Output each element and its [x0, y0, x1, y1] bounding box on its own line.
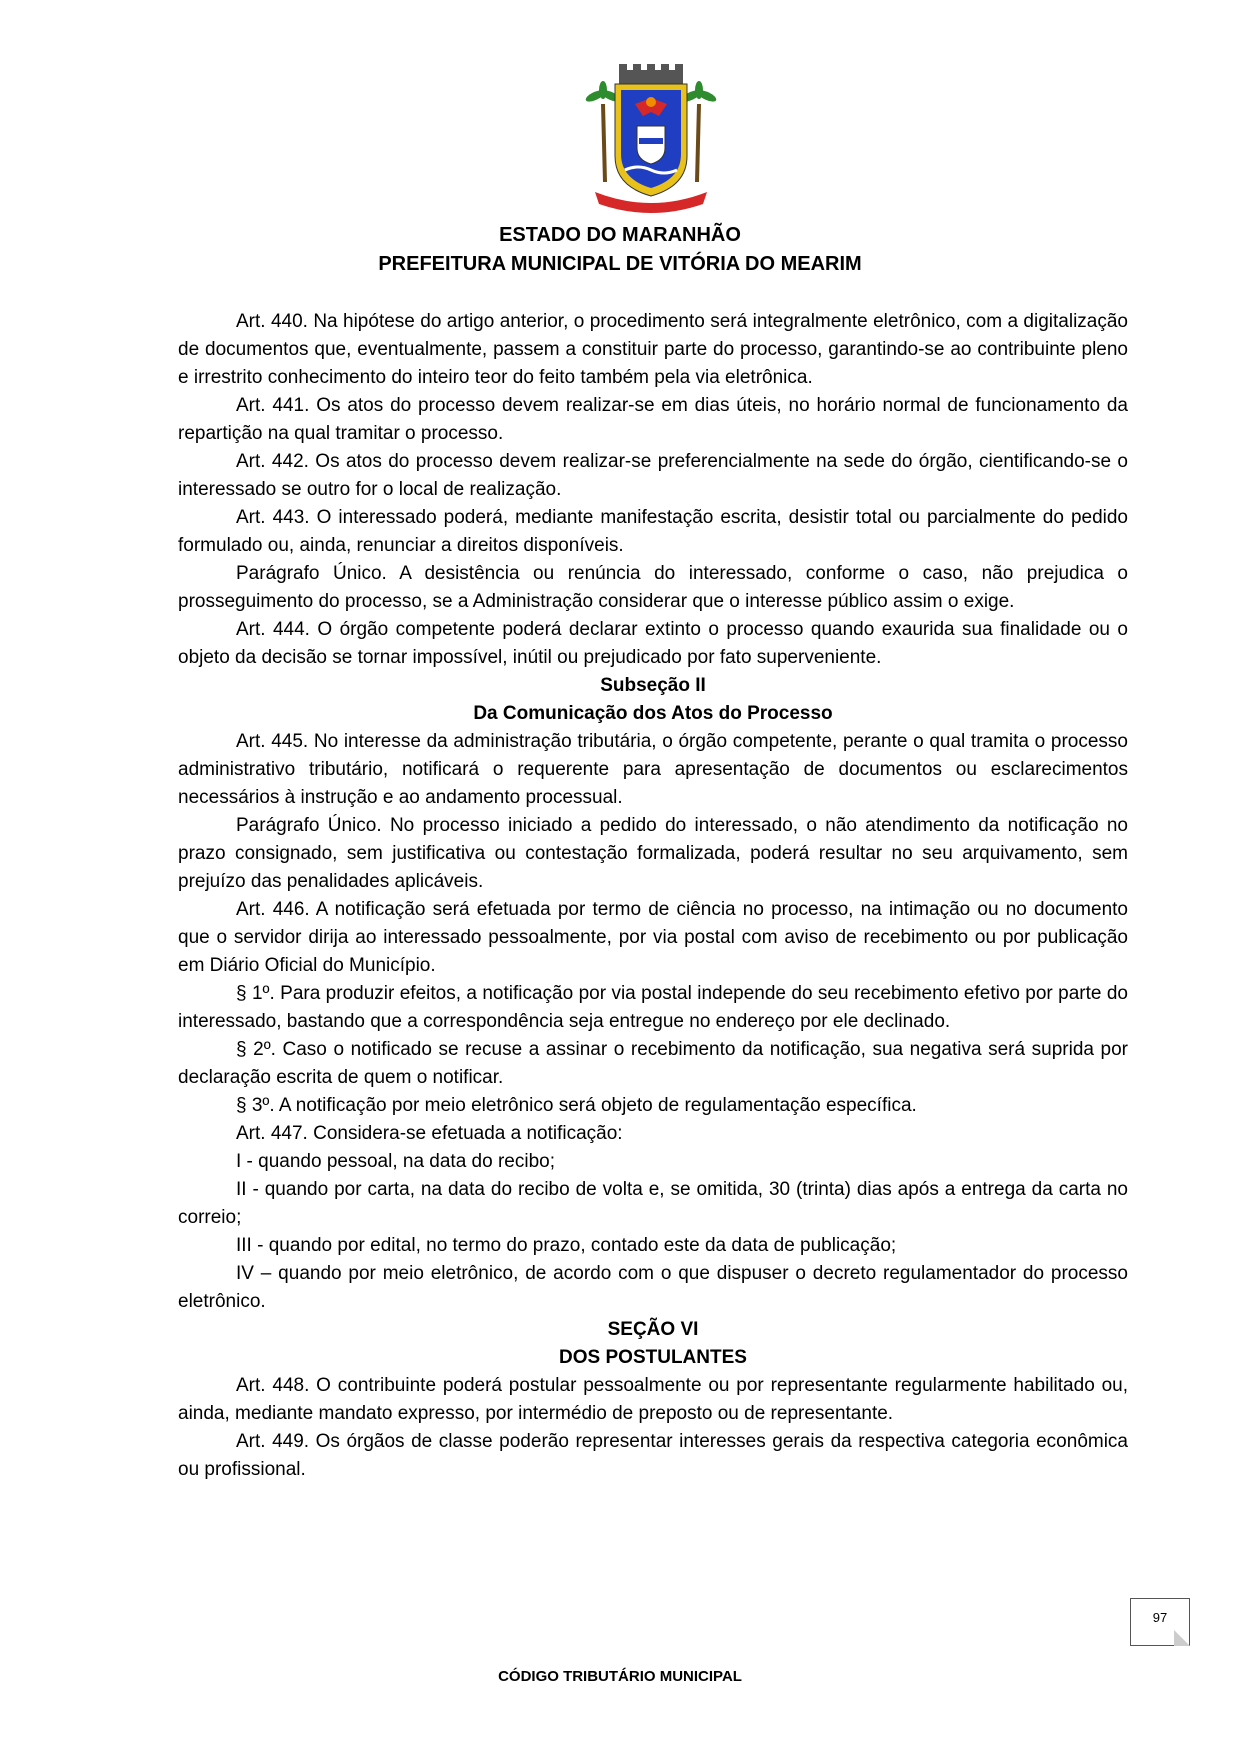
- section-heading: Da Comunicação dos Atos do Processo: [473, 703, 833, 724]
- municipality-name: PREFEITURA MUNICIPAL DE VITÓRIA DO MEARIM: [378, 253, 862, 275]
- article-paragraph: Art. 447. Considera-se efetuada a notificação:: [236, 1123, 623, 1144]
- section-heading: Subseção II: [600, 675, 706, 696]
- document-footer: CÓDIGO TRIBUTÁRIO MUNICIPAL: [498, 1668, 742, 1685]
- page-fold-icon: [1174, 1630, 1190, 1646]
- article-paragraph: Art. 440. Na hipótese do artigo anterior, o procedimento será integralmente eletrônico, com a digitalização de documentos que, eventualmente, passem a constituir parte do processo, garantindo-se ao contribuinte pleno e irrestrito conhecimento do inteiro teor do feito também pela via eletrônica.: [178, 311, 1128, 388]
- article-paragraph: Art. 448. O contribuinte poderá postular pessoalmente ou por representante regularmente habilitado ou, ainda, mediante mandato expresso, por intermédio de preposto ou de representante.: [178, 1375, 1128, 1424]
- article-paragraph: Art. 443. O interessado poderá, mediante manifestação escrita, desistir total ou parcialmente do pedido formulado ou, ainda, renunciar a direitos disponíveis.: [178, 507, 1128, 556]
- municipal-coat-of-arms-icon: [585, 64, 717, 214]
- article-paragraph: § 2º. Caso o notificado se recuse a assinar o recebimento da notificação, sua negativa será suprida por declaração escrita de quem o notificar.: [178, 1039, 1128, 1088]
- article-paragraph: § 3º. A notificação por meio eletrônico será objeto de regulamentação específica.: [236, 1095, 917, 1116]
- article-paragraph: III - quando por edital, no termo do prazo, contado este da data de publicação;: [236, 1235, 897, 1256]
- article-paragraph: Art. 449. Os órgãos de classe poderão representar interesses gerais da respectiva categoria econômica ou profissional.: [178, 1431, 1128, 1480]
- article-paragraph: Parágrafo Único. A desistência ou renúncia do interessado, conforme o caso, não prejudica o prosseguimento do processo, se a Administração considerar que o interesse público assim o exige.: [178, 563, 1128, 612]
- article-paragraph: Art. 446. A notificação será efetuada por termo de ciência no processo, na intimação ou no documento que o servidor dirija ao interessado pessoalmente, por via postal com aviso de recebimento ou por publicação em Diário Oficial do Município.: [178, 899, 1128, 976]
- article-paragraph: II - quando por carta, na data do recibo de volta e, se omitida, 30 (trinta) dias após a entrega da carta no correio;: [178, 1179, 1128, 1228]
- page-number: 97: [1152, 1610, 1168, 1625]
- section-heading: DOS POSTULANTES: [559, 1347, 747, 1368]
- article-paragraph: § 1º. Para produzir efeitos, a notificação por via postal independe do seu recebimento efetivo por parte do interessado, bastando que a correspondência seja entregue no endereço por ele declinado.: [178, 983, 1128, 1032]
- article-paragraph: Art. 444. O órgão competente poderá declarar extinto o processo quando exaurida sua finalidade ou o objeto da decisão se tornar impossível, inútil ou prejudicado por fato superveniente.: [178, 619, 1128, 668]
- article-paragraph: Art. 442. Os atos do processo devem realizar-se preferencialmente na sede do órgão, cientificando-se o interessado se outro for o local de realização.: [178, 451, 1128, 500]
- article-paragraph: IV – quando por meio eletrônico, de acordo com o que dispuser o decreto regulamentador do processo eletrônico.: [178, 1263, 1128, 1312]
- article-paragraph: Parágrafo Único. No processo iniciado a pedido do interessado, o não atendimento da notificação no prazo consignado, sem justificativa ou contestação formalizada, poderá resultar no seu arquivamento, sem prejuízo das penalidades aplicáveis.: [178, 815, 1128, 892]
- article-paragraph: Art. 445. No interesse da administração tributária, o órgão competente, perante o qual tramita o processo administrativo tributário, notificará o requerente para apresentação de documentos ou esclarecimentos necessários à instrução e ao andamento processual.: [178, 731, 1128, 808]
- article-paragraph: I - quando pessoal, na data do recibo;: [236, 1151, 556, 1172]
- document-body: [178, 308, 1128, 1484]
- section-heading: SEÇÃO VI: [607, 1319, 699, 1340]
- state-name: ESTADO DO MARANHÃO: [499, 224, 741, 246]
- article-paragraph: Art. 441. Os atos do processo devem realizar-se em dias úteis, no horário normal de funcionamento da repartição na qual tramitar o processo.: [178, 395, 1128, 444]
- page-number-box: [1130, 1598, 1190, 1646]
